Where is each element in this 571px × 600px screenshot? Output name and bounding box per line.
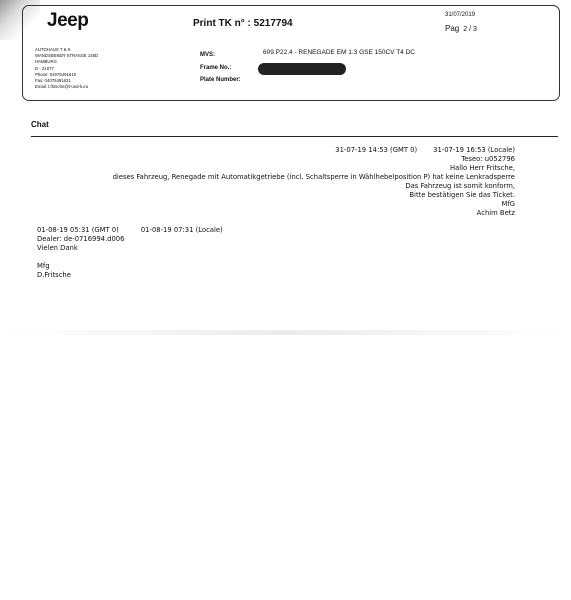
page-indicator <box>445 24 477 33</box>
mvs-value: 609.P22.4 - RENEGADE EM 1.3 GSE 150CV T4 DC <box>263 49 415 56</box>
document-header <box>22 5 560 101</box>
mvs-label: MVS: <box>200 52 215 58</box>
print-ticket-number: Print TK n° : 5217794 <box>193 18 293 29</box>
timestamp-gmt: 01-08-19 05:31 (GMT 0) <box>37 226 119 234</box>
dealer-line: WANDSBEKER STRASSE 148D <box>35 53 99 59</box>
chat-divider <box>31 136 558 137</box>
chat-message <box>37 226 337 280</box>
message-timestamps <box>15 146 515 155</box>
message-line: Achim Betz <box>476 209 515 217</box>
message-line: Hallo Herr Fritsche, <box>450 164 515 172</box>
dealer-line: Fax: 04075491631 <box>35 78 71 84</box>
scan-artifact <box>0 330 571 335</box>
message-line: Teseo: u052796 <box>461 155 515 163</box>
page-number: 2 / 3 <box>463 26 477 33</box>
dealer-address <box>35 47 145 90</box>
message-spacer <box>37 253 337 262</box>
redacted-frame-number <box>258 63 346 75</box>
message-line: Mfg <box>37 262 50 270</box>
print-date: 31/07/2019 <box>445 12 476 18</box>
message-line: dieses Fahrzeug, Renegade mit Automatikgetriebe (incl. Schaltsperre in Wählhebelposition P) hat keine Lenkradsperre <box>112 173 515 181</box>
plate-label: Plate Number: <box>200 77 241 83</box>
page-label: Pag <box>445 24 460 33</box>
message-line: D.Fritsche <box>37 271 71 279</box>
jeep-logo: Jeep <box>47 10 89 31</box>
dealer-line: AUTOHAUS T & K <box>35 47 71 52</box>
message-line: Das Fahrzeug ist somit konform, <box>405 182 515 190</box>
dealer-line: Phone: 04075491610 <box>35 71 77 77</box>
dealer-line: HAMBURG <box>35 59 57 65</box>
timestamp-local: 01-08-19 07:31 (Locale) <box>140 226 223 234</box>
timestamp-local: 31-07-19 16:53 (Locale) <box>433 146 515 154</box>
message-line: Dealer: de-0716994.d006 <box>37 235 125 243</box>
timestamp-gmt: 31-07-19 14:53 (GMT 0) <box>335 146 418 154</box>
message-line: Vielen Dank <box>37 244 78 252</box>
message-line: MfG <box>501 200 515 208</box>
dealer-line: Email: t.fritsche@t-und-k.eu <box>35 84 89 90</box>
vehicle-labels <box>200 49 241 87</box>
chat-section-title: Chat <box>31 120 49 129</box>
message-timestamps <box>37 226 337 235</box>
frame-label: Frame No.: <box>200 64 232 71</box>
message-line: Bitte bestätigen Sie das Ticket. <box>409 191 515 199</box>
dealer-line: D - 21077 <box>35 65 54 71</box>
chat-message <box>15 146 515 218</box>
